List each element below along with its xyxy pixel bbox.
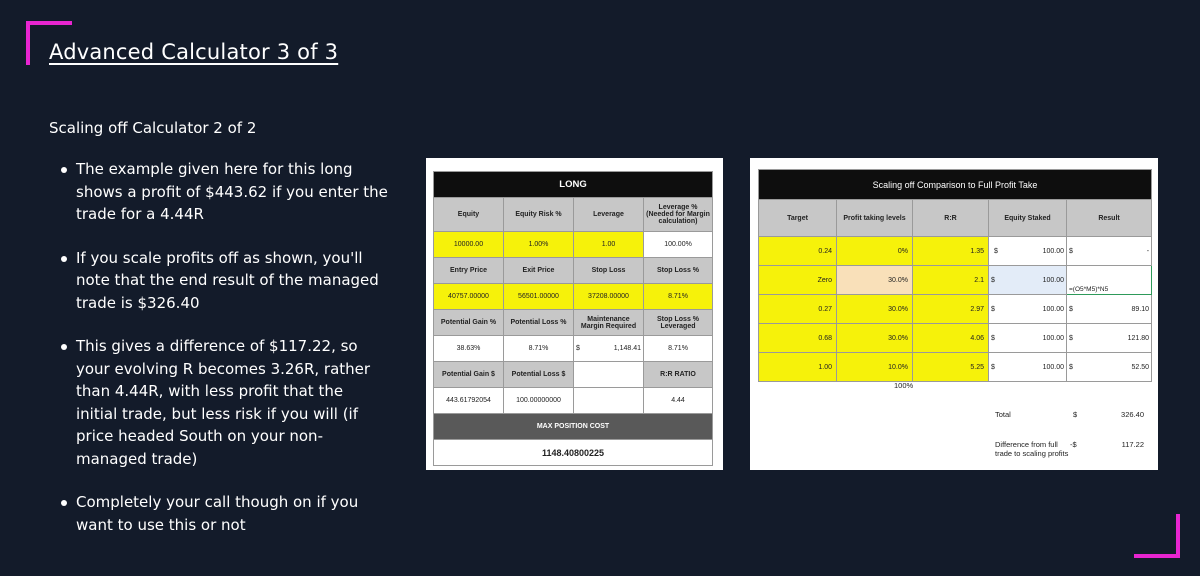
corner-accent-bottom-right xyxy=(1134,514,1180,558)
value-equity-risk: 1.00% xyxy=(504,232,574,258)
value-leverage: 1.00 xyxy=(574,232,644,258)
header-stop-loss: Stop Loss xyxy=(574,258,644,284)
header-stop-loss-pct: Stop Loss % xyxy=(644,258,713,284)
header-rr: R:R xyxy=(913,200,989,237)
slide-subtitle: Scaling off Calculator 2 of 2 xyxy=(49,119,257,137)
level-cell: 30.0% xyxy=(837,266,913,295)
rr-cell: 2.97 xyxy=(913,295,989,324)
formula-cell: =(O5*M5)*N5 xyxy=(1067,266,1152,295)
value-stop-loss-pct: 8.71% xyxy=(644,284,713,310)
header-result: Result xyxy=(1067,200,1152,237)
bullet-item: Completely your call though on if you want to use this or not xyxy=(58,491,388,536)
result-cell xyxy=(1067,295,1152,324)
value-potential-loss-pct: 8.71% xyxy=(504,336,574,362)
value-stop-loss: 37208.00000 xyxy=(574,284,644,310)
header-potential-gain-usd: Potential Gain $ xyxy=(434,362,504,388)
bullet-item: The example given here for this long shows a profit of $443.62 if you enter the trade for a 4.44R xyxy=(58,158,388,226)
currency-symbol: $ xyxy=(1069,334,1073,342)
currency-symbol: $ xyxy=(1069,305,1073,313)
total-value: 326.40 xyxy=(1121,410,1144,419)
currency-symbol: $ xyxy=(991,363,995,371)
table-row xyxy=(759,237,1152,266)
staked-value: 100.00 xyxy=(1042,363,1064,371)
empty-cell xyxy=(574,362,644,388)
total-currency: $ xyxy=(1073,410,1078,419)
scaling-comparison-image xyxy=(750,158,1158,470)
result-value: 121.80 xyxy=(1127,334,1150,342)
result-value: - xyxy=(1146,247,1150,255)
slide-title: Advanced Calculator 3 of 3 xyxy=(49,40,339,64)
staked-value: 100.00 xyxy=(1042,247,1064,255)
currency-symbol: $ xyxy=(991,276,995,284)
bullet-item: This gives a difference of $117.22, so your evolving R becomes 3.26R, rather than 4.44R, with less profit that the initial trade, but less risk if you will (if price headed South on your non-managed trade) xyxy=(58,335,388,470)
value-stop-loss-leveraged: 8.71% xyxy=(644,336,713,362)
rr-cell: 5.25 xyxy=(913,353,989,382)
level-cell: 30.0% xyxy=(837,295,913,324)
rr-cell: 4.06 xyxy=(913,324,989,353)
difference-currency: -$ xyxy=(1070,440,1077,449)
total-label: Total xyxy=(995,410,1011,419)
currency-symbol: $ xyxy=(576,345,580,352)
header-leverage-pct: Leverage % (Needed for Margin calculation) xyxy=(644,198,713,232)
staked-cell xyxy=(989,353,1067,382)
difference-label: Difference from full trade to scaling profits xyxy=(995,440,1069,458)
level-total: 100% xyxy=(894,381,914,390)
result-cell xyxy=(1067,353,1152,382)
header-exit-price: Exit Price xyxy=(504,258,574,284)
header-potential-loss-pct: Potential Loss % xyxy=(504,310,574,336)
value-leverage-pct: 100.00% xyxy=(644,232,713,258)
staked-cell xyxy=(989,237,1067,266)
bullet-list xyxy=(58,158,388,557)
table-row xyxy=(759,324,1152,353)
rr-cell: 2.1 xyxy=(913,266,989,295)
difference-value: 117.22 xyxy=(1121,440,1144,449)
margin-amount: 1,148.41 xyxy=(613,345,641,352)
header-potential-gain-pct: Potential Gain % xyxy=(434,310,504,336)
value-potential-gain-usd: 443.61792054 xyxy=(434,388,504,414)
scaling-table xyxy=(758,169,1152,382)
currency-symbol: $ xyxy=(1069,363,1073,371)
value-maintenance-margin xyxy=(574,336,644,362)
currency-symbol: $ xyxy=(994,247,998,255)
header-target: Target xyxy=(759,200,837,237)
result-value: 89.10 xyxy=(1131,305,1150,313)
currency-symbol: $ xyxy=(1069,247,1073,255)
value-potential-gain-pct: 38.63% xyxy=(434,336,504,362)
result-cell xyxy=(1067,237,1152,266)
target-cell: Zero xyxy=(759,266,837,295)
level-cell: 0% xyxy=(837,237,913,266)
staked-cell xyxy=(989,324,1067,353)
header-profit-levels: Profit taking levels xyxy=(837,200,913,237)
long-calculator-table xyxy=(433,171,713,466)
currency-symbol: $ xyxy=(991,334,995,342)
bullet-item: If you scale profits off as shown, you'll note that the end result of the managed trade is $326.40 xyxy=(58,247,388,315)
header-equity: Equity xyxy=(434,198,504,232)
staked-value: 100.00 xyxy=(1042,334,1064,342)
table-row xyxy=(759,295,1152,324)
header-entry-price: Entry Price xyxy=(434,258,504,284)
staked-value: 100.00 xyxy=(1042,305,1064,313)
value-entry-price: 40757.00000 xyxy=(434,284,504,310)
value-equity: 10000.00 xyxy=(434,232,504,258)
header-equity-risk: Equity Risk % xyxy=(504,198,574,232)
currency-symbol: $ xyxy=(991,305,995,313)
header-rr-ratio: R:R RATIO xyxy=(644,362,713,388)
long-calculator-image xyxy=(426,158,723,470)
target-cell: 0.27 xyxy=(759,295,837,324)
staked-cell xyxy=(989,266,1067,295)
header-potential-loss-usd: Potential Loss $ xyxy=(504,362,574,388)
value-potential-loss-usd: 100.00000000 xyxy=(504,388,574,414)
target-cell: 1.00 xyxy=(759,353,837,382)
empty-cell xyxy=(574,388,644,414)
result-value: 52.50 xyxy=(1131,363,1150,371)
rr-cell: 1.35 xyxy=(913,237,989,266)
staked-value: 100.00 xyxy=(1042,276,1064,284)
max-position-label: MAX POSITION COST xyxy=(434,414,713,440)
table-row xyxy=(759,353,1152,382)
header-equity-staked: Equity Staked xyxy=(989,200,1067,237)
value-exit-price: 56501.00000 xyxy=(504,284,574,310)
target-cell: 0.68 xyxy=(759,324,837,353)
value-rr-ratio: 4.44 xyxy=(644,388,713,414)
header-stop-loss-leveraged: Stop Loss % Leveraged xyxy=(644,310,713,336)
level-cell: 30.0% xyxy=(837,324,913,353)
target-cell: 0.24 xyxy=(759,237,837,266)
header-leverage: Leverage xyxy=(574,198,644,232)
scaling-title: Scaling off Comparison to Full Profit Take xyxy=(759,170,1152,200)
max-position-value: 1148.40800225 xyxy=(434,440,713,466)
header-maintenance-margin: Maintenance Margin Required xyxy=(574,310,644,336)
staked-cell xyxy=(989,295,1067,324)
long-title: LONG xyxy=(434,172,713,198)
table-row xyxy=(759,266,1152,295)
level-cell: 10.0% xyxy=(837,353,913,382)
result-cell xyxy=(1067,324,1152,353)
